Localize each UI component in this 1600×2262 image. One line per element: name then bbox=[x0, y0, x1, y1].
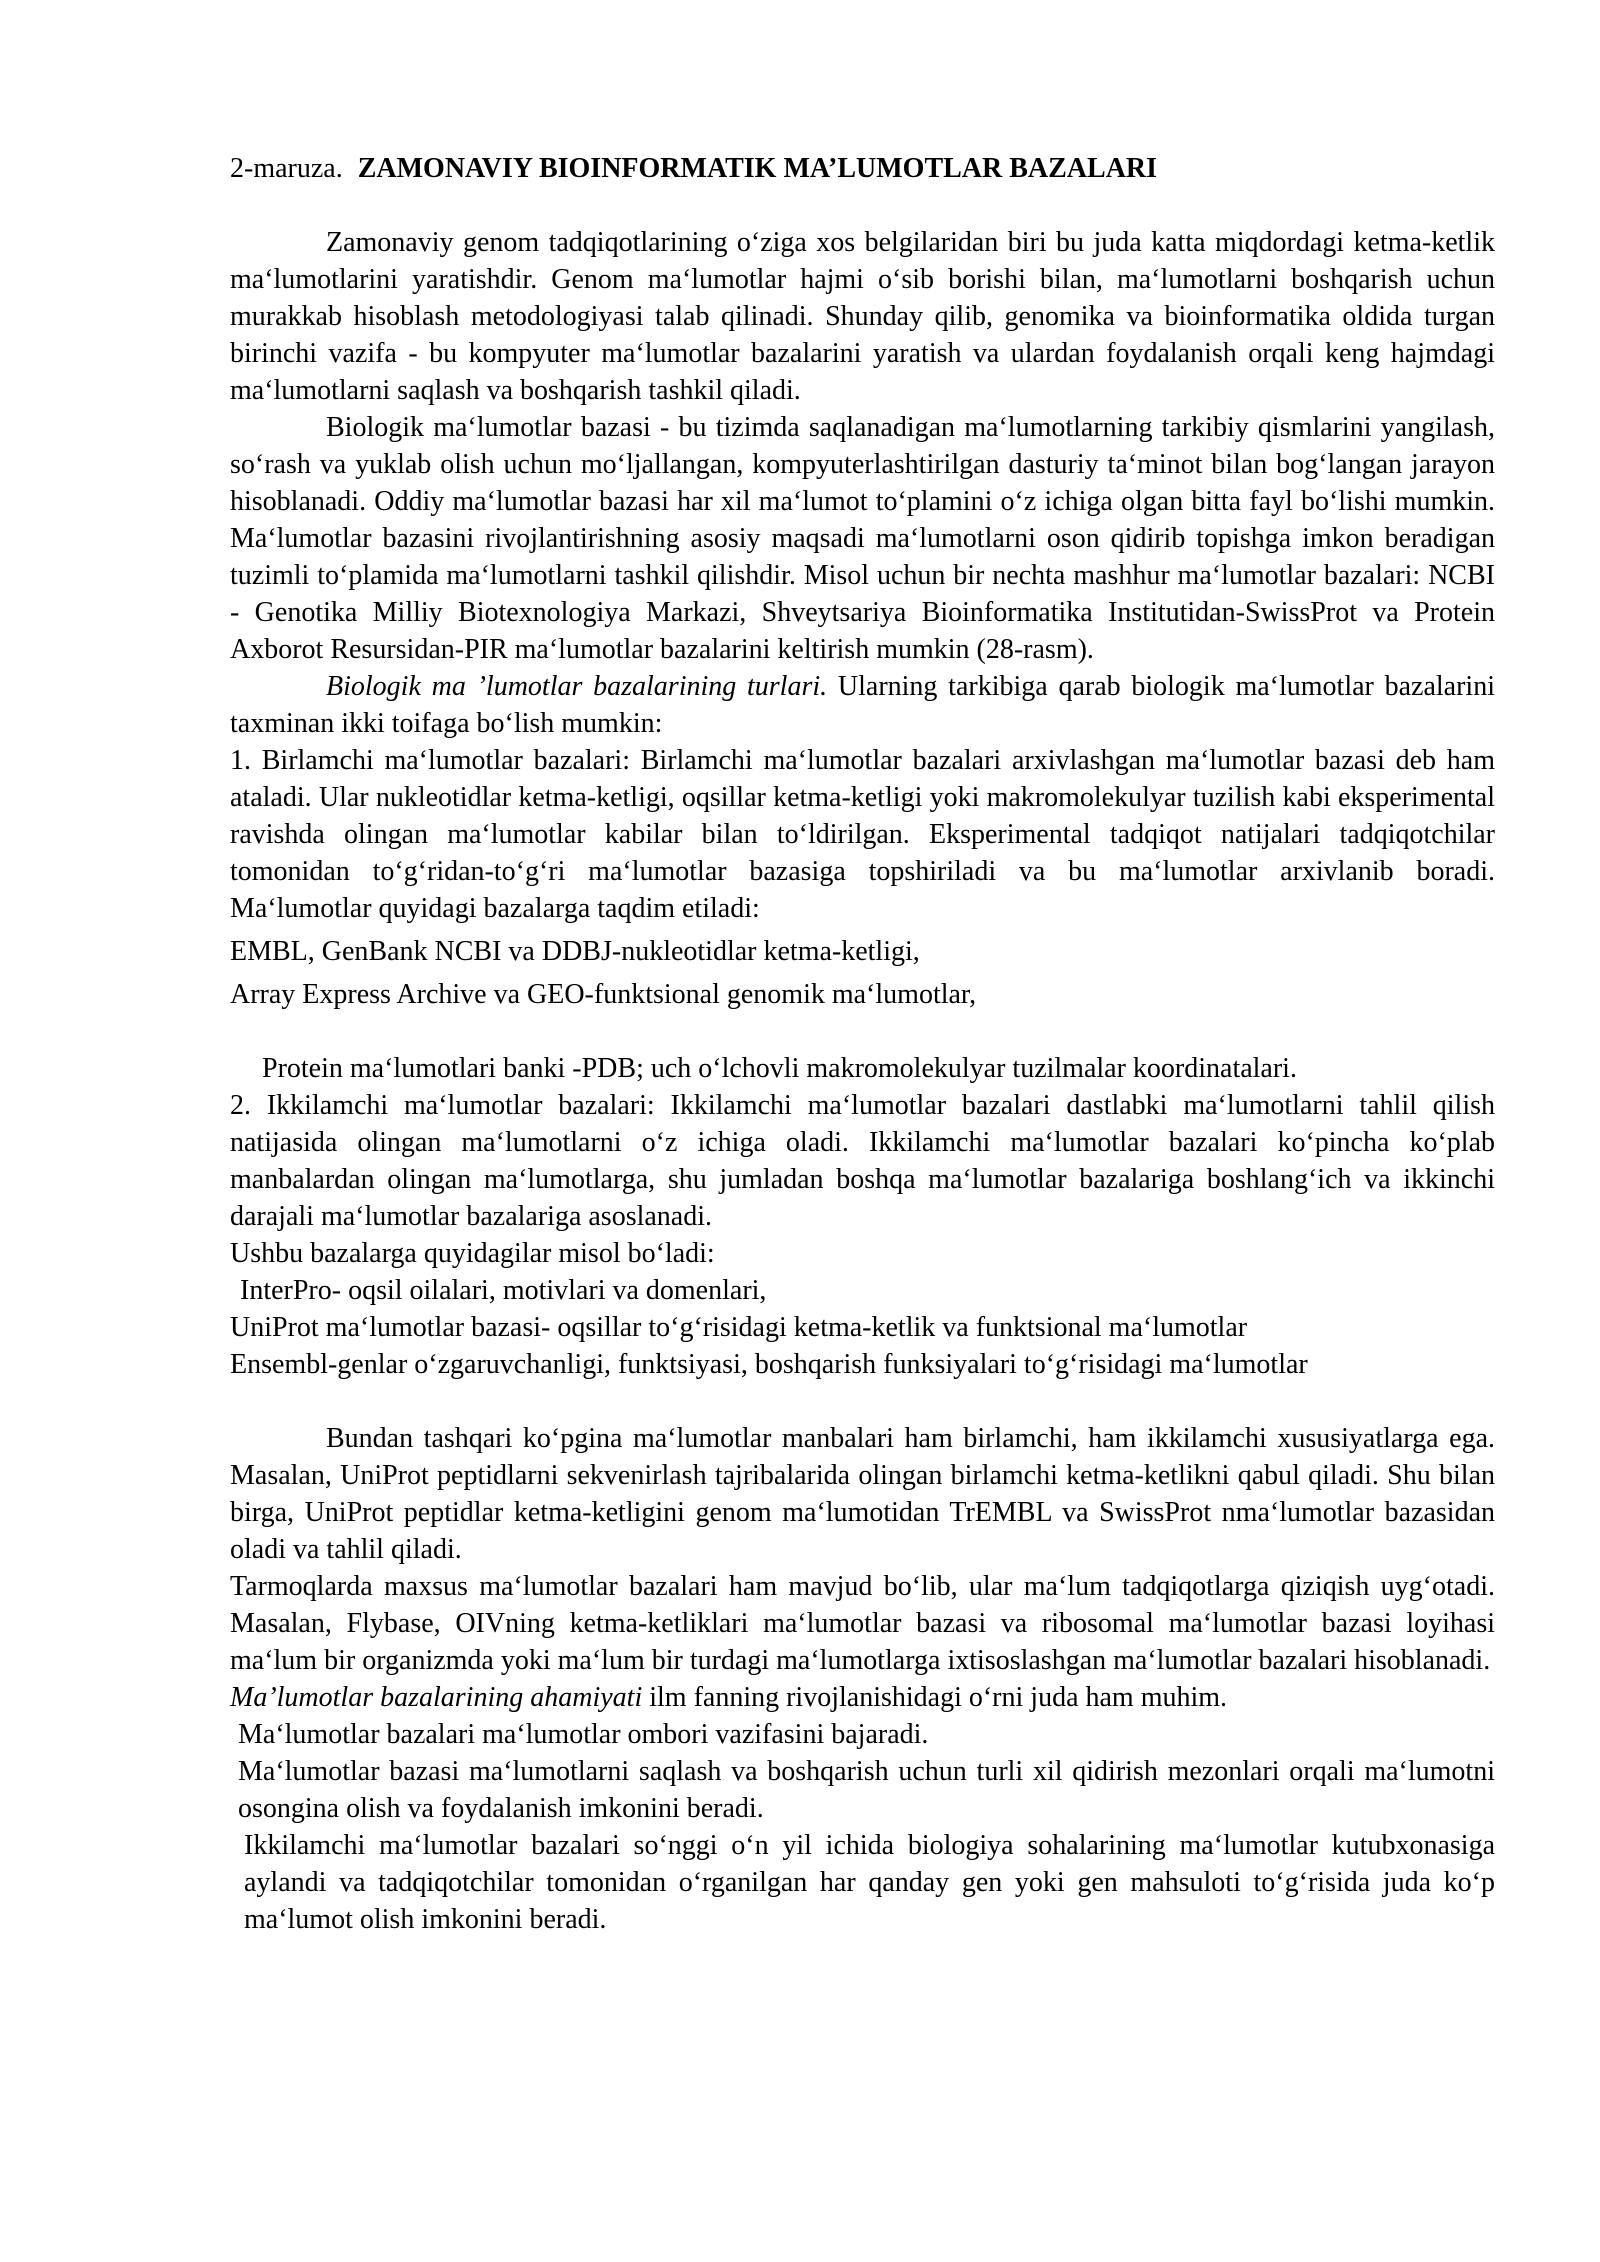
database-types-heading: Biologik ma ’lumotlar bazalarining turlari. bbox=[326, 671, 828, 702]
importance-text: ilm fanning rivojlanishidagi o‘rni juda ham muhim. bbox=[642, 1682, 1228, 1713]
paragraph-importance bbox=[230, 1679, 1495, 1716]
paragraph-primary-databases: 1. Birlamchi ma‘lumotlar bazalari: Birlamchi ma‘lumotlar bazalari arxivlashgan ma‘lumotlar bazasi deb ham ataladi. Ular nukleotidlar ketma-ketligi, oqsillar ketma-ketligi yoki makromolekulyar tuzilish kabi eksperimental ravishda olingan ma‘lumotlar kabilar bilan to‘ldirilgan. Eksperimental tadqiqot natijalari tadqiqotchilar tomonidan to‘g‘ridan-to‘g‘ri ma‘lumotlar bazasiga topshiriladi va bu ma‘lumotlar arxivlanib boradi. Ma‘lumotlar quyidagi bazalarga taqdim etiladi: bbox=[230, 745, 1495, 924]
paragraph-besides: Bundan tashqari ko‘pgina ma‘lumotlar manbalari ham birlamchi, ham ikkilamchi xususiyatlarga ega. Masalan, UniProt peptidlarni sekvenirlash tajribalarida olingan birlamchi ketma-ketlikni qabul qiladi. Shu bilan birga, UniProt peptidlar ketma-ketligini genom ma‘lumotidan TrEMBL va SwissProt nma‘lumotlar bazasidan oladi va tahlil qiladi. bbox=[230, 1423, 1495, 1565]
secondary-examples-intro: Ushbu bazalarga quyidagilar misol bo‘ladi: bbox=[230, 1238, 715, 1269]
secondary-example-1: InterPro- oqsil oilalari, motivlari va domenlari, bbox=[240, 1275, 767, 1306]
secondary-example-3: Ensembl-genlar o‘zgaruvchanligi, funktsiyasi, boshqarish funksiyalari to‘g‘risidagi ma‘lumotlar bbox=[230, 1349, 1308, 1380]
paragraph-biological-database: Biologik ma‘lumotlar bazasi - bu tizimda saqlanadigan ma‘lumotlarning tarkibiy qismlarini yangilash, so‘rash va yuklab olish uchun mo‘ljallangan, kompyuterlashtirilgan dasturiy ta‘minot bilan bog‘langan jarayon hisoblanadi. Oddiy ma‘lumotlar bazasi har xil ma‘lumot to‘plamini o‘z ichiga olgan bitta fayl bo‘lishi mumkin. Ma‘lumotlar bazasini rivojlantirishning asosiy maqsadi ma‘lumotlarni oson qidirib topishga imkon beradigan tuzimli to‘plamida ma‘lumotlarni tashkil qilishdir. Misol uchun bir nechta mashhur ma‘lumotlar bazalari: NCBI - Genotika Milliy Biotexnologiya Markazi, Shveytsariya Bioinformatika Institutidan-SwissProt va Protein Axborot Resursidan-PIR ma‘lumotlar bazalarini keltirish mumkin (28-rasm). bbox=[230, 412, 1495, 665]
database-types-text: Ularning tarkibiga qarab biologik ma‘lumotlar bazalarini taxminan ikki toifaga bo‘lish mumkin: bbox=[230, 671, 1495, 739]
primary-example-1: EMBL, GenBank NCBI va DDBJ-nukleotidlar ketma-ketligi, bbox=[230, 936, 920, 967]
document-page bbox=[230, 150, 1495, 1938]
lecture-heading: ZAMONAVIY BIOINFORMATIK MA’LUMOTLAR BAZALARI bbox=[357, 153, 1158, 184]
paragraph-intro: Zamonaviy genom tadqiqotlarining o‘ziga xos belgilaridan biri bu juda katta miqdordagi ketma-ketlik ma‘lumotlarini yaratishdir. Genom ma‘lumotlar hajmi o‘sib borishi bilan, ma‘lumotlarni boshqarish uchun murakkab hisoblash metodologiyasi talab qilinadi. Shunday qilib, genomika va bioinformatika oldida turgan birinchi vazifa - bu kompyuter ma‘lumotlar bazalarini yaratish va ulardan foydalanish orqali keng hajmdagi ma‘lumotlarni saqlash va boshqarish tashkil qiladi. bbox=[230, 227, 1495, 406]
lecture-number: 2-maruza. bbox=[230, 153, 343, 184]
paragraph-role: Ma‘lumotlar bazalari ma‘lumotlar ombori vazifasini bajaradi. bbox=[238, 1719, 929, 1750]
paragraph-database-types bbox=[230, 668, 1495, 742]
paragraph-secondary-library: Ikkilamchi ma‘lumotlar bazalari so‘nggi o‘n yil ichida biologiya sohalarining ma‘lumotlar kutubxonasiga aylandi va tadqiqotchilar tomonidan o‘rganilgan har qanday gen yoki gen mahsuloti to‘g‘risida juda ko‘p ma‘lumot olish imkonini beradi. bbox=[244, 1830, 1495, 1935]
lecture-title bbox=[230, 150, 1495, 187]
paragraph-specialized-databases: Tarmoqlarda maxsus ma‘lumotlar bazalari ham mavjud bo‘lib, ular ma‘lum tadqiqotlarga qiziqish uyg‘otadi. Masalan, Flybase, OIVning ketma-ketliklari ma‘lumotlar bazasi va ribosomal ma‘lumotlar bazasi loyihasi ma‘lum bir organizmda yoki ma‘lum bir turdagi ma‘lumotlarga ixtisoslashgan ma‘lumotlar bazalari hisoblanadi. bbox=[230, 1571, 1495, 1676]
paragraph-search: Ma‘lumotlar bazasi ma‘lumotlarni saqlash va boshqarish uchun turli xil qidirish mezonlari orqali ma‘lumotni osongina olish va foydalanish imkonini beradi. bbox=[238, 1756, 1495, 1824]
secondary-example-2: UniProt ma‘lumotlar bazasi- oqsillar to‘g‘risidagi ketma-ketlik va funktsional ma‘lumotlar bbox=[230, 1312, 1248, 1343]
primary-example-2: Array Express Archive va GEO-funktsional genomik ma‘lumotlar, bbox=[230, 979, 977, 1010]
paragraph-secondary-databases: 2. Ikkilamchi ma‘lumotlar bazalari: Ikkilamchi ma‘lumotlar bazalari dastlabki ma‘lumotlarni tahlil qilish natijasida olingan ma‘lumotlarni o‘z ichiga oladi. Ikkilamchi ma‘lumotlar bazalari ko‘pincha ko‘plab manbalardan olingan ma‘lumotlarga, shu jumladan boshqa ma‘lumotlar bazalariga boshlang‘ich va ikkinchi darajali ma‘lumotlar bazalariga asoslanadi. bbox=[230, 1090, 1495, 1232]
importance-heading: Ma’lumotlar bazalarining ahamiyati bbox=[230, 1682, 643, 1713]
primary-example-3: Protein ma‘lumotlari banki -PDB; uch o‘lchovli makromolekulyar tuzilmalar koordinatalari. bbox=[262, 1053, 1297, 1084]
